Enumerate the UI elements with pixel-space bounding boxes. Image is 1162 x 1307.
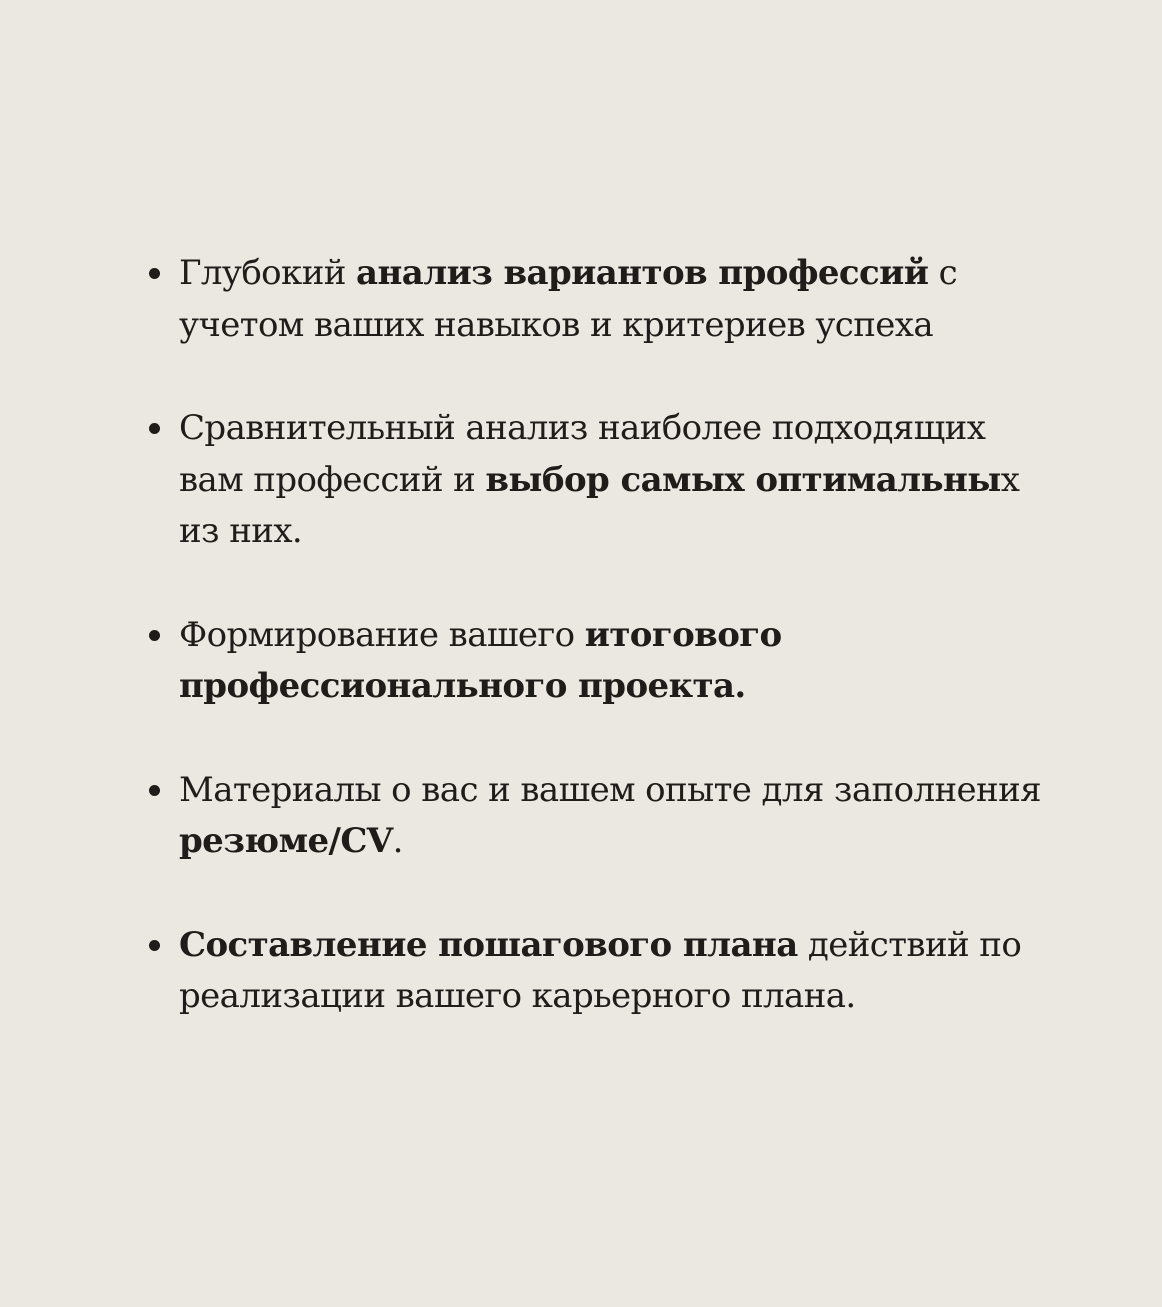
bullet-list <box>146 248 1046 1023</box>
item-text: х из них. <box>179 459 1020 551</box>
item-text-bold: итогового профессионального проекта. <box>179 614 782 706</box>
bullet-icon <box>149 630 160 641</box>
bullet-icon <box>149 785 160 796</box>
item-text: с учетом ваших навыков и критериев успеха <box>179 253 958 345</box>
item-text-bold: резюме/CV <box>179 821 393 861</box>
list-item <box>146 610 1046 713</box>
bullet-icon <box>149 940 160 951</box>
item-text-bold: выбор самых оптимальны <box>485 459 1001 500</box>
list-item <box>146 403 1046 558</box>
item-text-bold: анализ вариантов профессий <box>356 253 929 293</box>
item-text: . <box>392 821 403 861</box>
item-text: действий по реализации вашего карьерного плана. <box>179 924 1022 1016</box>
item-text: Сравнительный анализ наиболее подходящих вам профессий и <box>179 408 986 500</box>
list-item <box>146 248 1046 351</box>
bullet-icon <box>149 423 160 434</box>
item-text: Глубокий <box>179 253 357 293</box>
item-text: Материалы о вас и вашем опыте для заполнения <box>179 769 1041 810</box>
content-area <box>146 248 1046 1023</box>
bullet-icon <box>149 268 160 279</box>
item-text-bold: Составление пошагового плана <box>179 924 798 965</box>
list-item <box>146 920 1046 1023</box>
item-text: Формирование вашего <box>179 614 585 655</box>
list-item <box>146 765 1046 868</box>
